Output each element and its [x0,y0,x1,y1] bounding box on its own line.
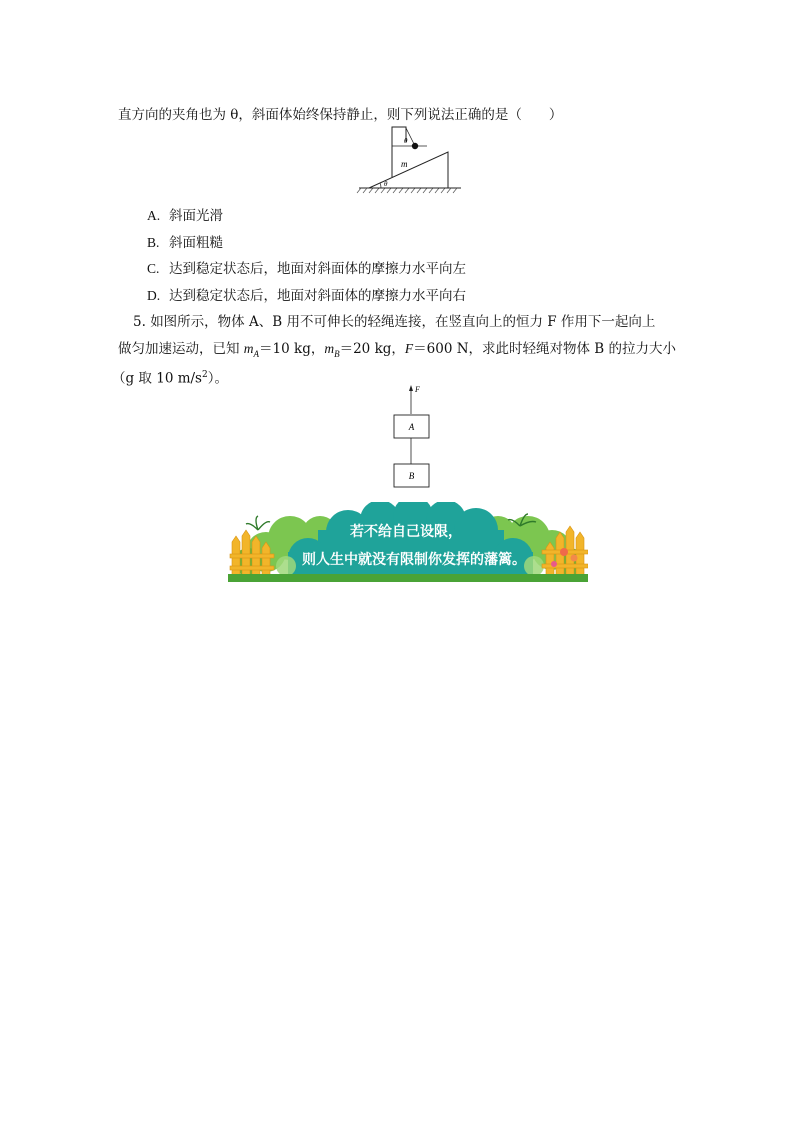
option-a [147,206,223,226]
mass-b-symbol: m [324,341,335,356]
mass-label: m [401,159,408,169]
option-c-text: 达到稳定状态后，地面对斜面体的摩擦力水平向左 [169,261,466,277]
mass-a-sub: A [253,348,260,359]
q5-line-1 [133,312,655,332]
block-a-label: A [408,422,415,432]
mass-b-value: ＝20 kg， [339,341,405,357]
rope-angle-label: θ [404,137,408,145]
block-b-label: B [408,471,415,481]
q5-line-3-a: （g 取 10 m/s [112,370,202,387]
q5-number: 5. [133,314,146,330]
option-c [147,259,466,279]
mass-a-value: ＝10 kg， [259,341,325,357]
mass-a-symbol: m [243,341,254,356]
force-value: ＝600 N，求此时轻绳对物体 B 的拉力大小 [413,341,677,357]
option-d [147,286,466,306]
q5-line-3-sup: 2 [201,370,208,380]
option-a-text: 斜面光滑 [169,208,223,224]
option-d-text: 达到稳定状态后，地面对斜面体的摩擦力水平向右 [169,288,466,304]
incline-angle-label: θ [384,180,388,188]
option-b [147,233,223,253]
force-label: F [415,385,420,394]
option-d-tag: D. [147,288,161,303]
q5-line-2 [118,339,676,365]
banner-line-1: 若不给自己设限， [350,524,462,540]
force-symbol: F [404,341,414,356]
q5-line-1-text: 如图所示，物体 A、B 用不可伸长的轻绳连接，在竖直向上的恒力 F 作用下一起向上 [150,314,656,330]
motivational-banner [228,502,588,582]
option-b-tag: B. [147,235,160,250]
q5-line-2-a: 做匀加速运动，已知 [118,341,244,357]
blocks-figure [385,383,445,493]
banner-line-2: 则人生中就没有限制你发挥的藩篱。 [302,552,526,568]
q5-line-3 [112,365,228,389]
incline-figure [355,124,465,196]
mass-b-sub: B [334,348,340,359]
option-a-tag: A. [147,208,161,223]
option-b-text: 斜面粗糙 [169,235,223,251]
q4-stem-tail: 直方向的夹角也为 θ，斜面体始终保持静止，则下列说法正确的是（ ） [118,107,563,123]
option-c-tag: C. [147,261,160,276]
q5-line-3-b: ）。 [207,370,228,387]
